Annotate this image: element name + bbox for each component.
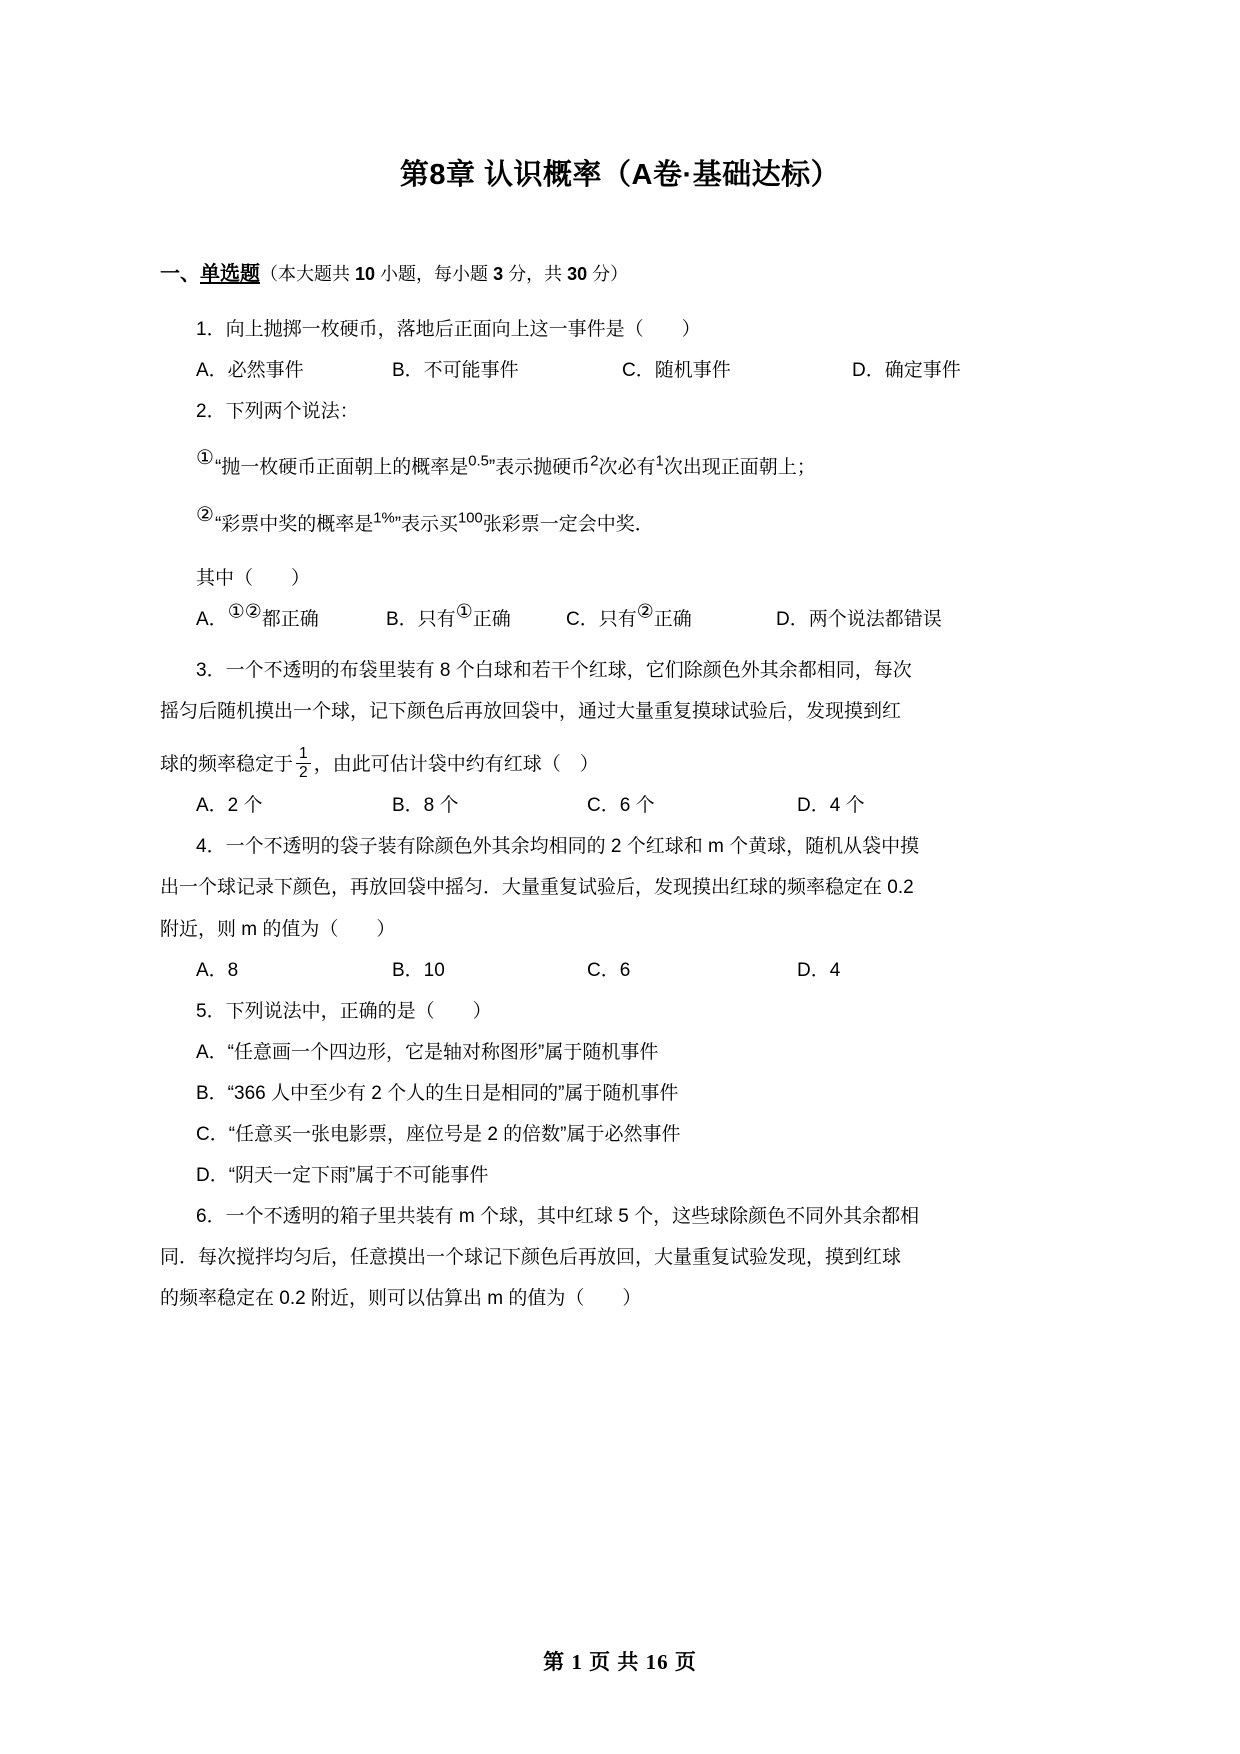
question-2-option-c-sup: ② xyxy=(636,601,654,623)
question-2-option-a-sup: ①② xyxy=(227,601,262,623)
question-2-option-a-label: A． xyxy=(196,609,228,631)
question-5-option-c[interactable]: C．“任意买一张电影票，座位号是 2 的倍数”属于必然事件 xyxy=(196,1123,681,1145)
statement-2-marker: ② xyxy=(196,504,214,527)
question-1-stem: 1．向上抛掷一枚硬币，落地后正面向上这一事件是（ ） xyxy=(196,319,701,340)
question-3-stem-line-2: 摇匀后随机摸出一个球，记下颜色后再放回袋中，通过大量重复摸球试验后，发现摸到红 xyxy=(160,701,902,723)
question-2-option-b-label: B．只有 xyxy=(386,609,456,631)
fraction-numerator: 1 xyxy=(296,745,311,763)
question-1-option-c[interactable]: C．随机事件 xyxy=(622,360,731,382)
page-title: 第8章 认识概率（A卷·基础达标） xyxy=(399,159,841,191)
question-2-option-b-tail: 正确 xyxy=(472,609,511,631)
section-meta-mid1: 小题，每小题 xyxy=(375,264,494,284)
statement-2-part2: ”表示买 xyxy=(394,514,459,536)
question-2-option-c[interactable] xyxy=(566,601,776,638)
statement-1-part3: 次必有 xyxy=(598,457,656,479)
question-1-option-b[interactable]: B．不可能事件 xyxy=(392,360,519,382)
question-4-stem-line-2: 出一个球记录下颜色，再放回袋中摇匀．大量重复试验后，发现摸出红球的频率稳定在 0.2 xyxy=(160,877,914,899)
question-3-stem-line-1: 3．一个不透明的布袋里装有 8 个白球和若干个红球，它们除颜色外其余都相同，每次 xyxy=(196,660,912,682)
question-2-option-a[interactable] xyxy=(196,601,386,638)
statement-1-part1: “抛一枚硬币正面朝上的概率是 xyxy=(214,457,469,479)
question-4-options xyxy=(160,952,1080,989)
question-2-option-b[interactable] xyxy=(386,601,566,638)
question-6-stem-line-1: 6．一个不透明的箱子里共装有 m 个球，其中红球 5 个，这些球除颜色不同外其余都相 xyxy=(196,1205,920,1227)
page-footer: 第 1 页 共 16 页 xyxy=(543,1650,697,1674)
question-6-stem-line-2: 同．每次搅拌均匀后，任意摸出一个球记下颜色后再放回，大量重复试验发现，摸到红球 xyxy=(160,1246,902,1268)
question-2-option-c-tail: 正确 xyxy=(653,609,692,631)
section-meta-total: 30 xyxy=(567,264,588,284)
section-meta-points: 3 xyxy=(493,264,504,284)
question-2-option-a-tail: 都正确 xyxy=(261,609,319,631)
question-3-option-b[interactable]: B．8 个 xyxy=(392,795,459,817)
section-meta-mid2: 分，共 xyxy=(503,264,568,284)
fraction-one-half xyxy=(296,745,311,781)
question-2-option-b-sup: ① xyxy=(455,601,473,623)
question-6-stem-line-3: 的频率稳定在 0.2 附近，则可以估算出 m 的值为（ ） xyxy=(160,1287,642,1309)
question-4-stem-line-1: 4．一个不透明的袋子装有除颜色外其余均相同的 2 个红球和 m 个黄球，随机从袋中摸 xyxy=(196,836,920,858)
question-2-option-d-label: D．两个说法都错误 xyxy=(776,609,942,631)
question-2-option-d[interactable] xyxy=(776,601,942,638)
statement-2-sup1: 1% xyxy=(373,510,395,527)
question-4-option-b[interactable]: B．10 xyxy=(392,959,445,981)
statement-2-part1: “彩票中奖的概率是 xyxy=(214,514,374,536)
question-5-option-a[interactable]: A．“任意画一个四边形，它是轴对称图形”属于随机事件 xyxy=(196,1041,659,1063)
question-2-lead: 其中（ ） xyxy=(196,568,311,590)
question-1-option-d[interactable]: D．确定事件 xyxy=(852,360,961,382)
statement-1-sup3: 1 xyxy=(655,453,664,470)
question-5-stem: 5．下列说法中，正确的是（ ） xyxy=(196,1000,492,1022)
question-4-option-c[interactable]: C．6 xyxy=(587,959,631,981)
statement-1-marker: ① xyxy=(196,447,214,470)
statement-1-sup1: 0.5 xyxy=(468,453,489,470)
document-body xyxy=(0,259,1240,1317)
section-meta-open: （本大题共 xyxy=(260,264,356,284)
statement-1-part4: 次出现正面朝上； xyxy=(663,457,816,479)
question-1-options xyxy=(160,352,1080,389)
question-4-stem-line-3: 附近，则 m 的值为（ ） xyxy=(160,918,396,940)
statement-1-part2: ”表示抛硬币 xyxy=(488,457,591,479)
question-5-option-b[interactable]: B．“366 人中至少有 2 个人的生日是相同的”属于随机事件 xyxy=(196,1082,679,1104)
statement-2-sup2: 100 xyxy=(458,510,483,527)
question-1-option-a[interactable]: A．必然事件 xyxy=(196,360,304,382)
question-3-options xyxy=(160,787,1080,824)
fraction-denominator: 2 xyxy=(299,763,308,781)
question-5-option-d[interactable]: D．“阴天一定下雨”属于不可能事件 xyxy=(196,1164,489,1186)
question-4-option-a[interactable]: A．8 xyxy=(196,959,239,981)
section-header xyxy=(160,259,1080,289)
statement-2-part3: 张彩票一定会中奖． xyxy=(482,514,654,536)
statement-1-sup2: 2 xyxy=(590,453,599,470)
section-meta-count: 10 xyxy=(355,264,376,284)
question-4-option-d[interactable]: D．4 xyxy=(797,959,841,981)
question-3-option-a[interactable]: A．2 个 xyxy=(196,795,263,817)
question-3-option-d[interactable]: D．4 个 xyxy=(797,795,865,817)
question-3-stem-line-3a: 球的频率稳定于 xyxy=(160,754,294,776)
section-number: 一、 xyxy=(160,263,200,285)
question-3-stem-line-3b: ，由此可估计袋中约有红球（ ） xyxy=(313,754,599,776)
section-meta xyxy=(260,264,628,284)
question-2-option-c-label: C．只有 xyxy=(566,609,637,631)
question-2-statement-1 xyxy=(160,434,1080,487)
question-2-stem: 2．下列两个说法： xyxy=(196,401,359,423)
question-2-statement-2 xyxy=(160,491,1080,544)
question-3-option-c[interactable]: C．6 个 xyxy=(587,795,655,817)
section-title: 单选题 xyxy=(200,263,260,285)
question-2-options xyxy=(160,601,1080,638)
section-meta-close: 分） xyxy=(587,264,629,284)
question-3-stem-line-3 xyxy=(160,734,1080,783)
